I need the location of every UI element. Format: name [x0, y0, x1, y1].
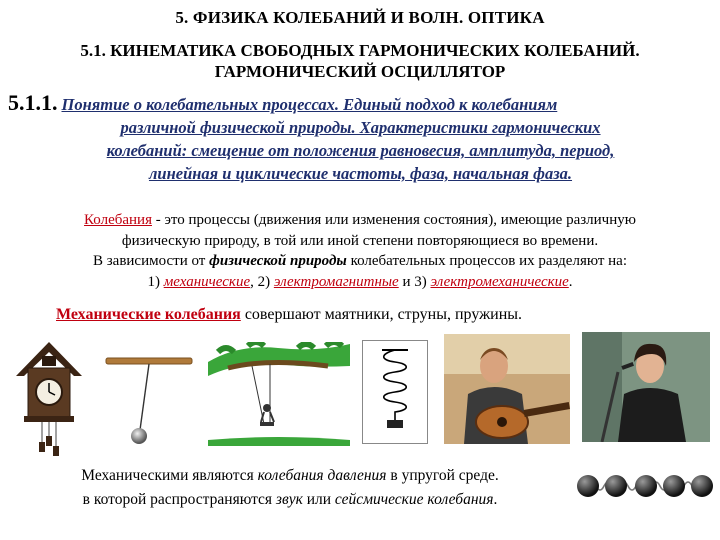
bottom-line2-before: в которой распространяются — [82, 491, 276, 508]
subsection-title-line1: 5.1. КИНЕМАТИКА СВОБОДНЫХ ГАРМОНИЧЕСКИХ КОЛЕБАНИЙ. — [80, 41, 640, 60]
definition-term: Колебания — [84, 212, 152, 228]
topic-title-line1: Понятие о колебательных процессах. Единый подход к колебаниям — [61, 95, 558, 114]
mechanical-term: Механические колебания — [56, 306, 241, 323]
swing-icon — [208, 342, 350, 446]
definition-paragraph — [10, 210, 710, 292]
cuckoo-clock-icon — [14, 338, 84, 458]
mechanical-text: совершают маятники, струны, пружины. — [240, 306, 523, 323]
section-title: 5. ФИЗИКА КОЛЕБАНИЙ И ВОЛН. ОПТИКА — [175, 8, 545, 27]
bottom-line2-after: . — [493, 491, 498, 508]
classification-intro-before: В зависимости от — [92, 253, 210, 269]
spring-icon — [362, 340, 428, 444]
bottom-line1-after: в упругой среде. — [386, 467, 499, 484]
classification-intro-emph: физической природы — [209, 253, 347, 269]
pendulum-icon — [104, 350, 194, 450]
singer-photo — [582, 332, 710, 442]
topic-title-line3: колебаний: смещение от положения равновесия, амплитуда, период, — [106, 141, 615, 160]
classification-type-electromagnetic: электромагнитные — [273, 273, 399, 290]
classification-n2: , 2) — [250, 273, 274, 290]
topic-title-line4: линейная и циклические частоты, фаза, начальная фаза. — [148, 164, 573, 183]
bottom-emph-sound: звук — [275, 491, 303, 508]
definition-text-line1: - это процессы (движения или изменения состояния), имеющие различную — [151, 212, 636, 228]
classification-type-mechanical: механические — [163, 273, 251, 290]
bottom-paragraph — [10, 464, 570, 512]
bottom-line2-mid: или — [302, 491, 335, 508]
topic-heading — [8, 92, 713, 186]
bottom-emph-seismic: сейсмические колебания — [334, 491, 494, 508]
classification-n3: и 3) — [398, 273, 431, 290]
bottom-line1-before: Механическими являются — [81, 467, 258, 484]
classification-end: . — [568, 273, 573, 290]
bottom-emph-pressure: колебания давления — [257, 467, 387, 484]
subsection-title-line2: ГАРМОНИЧЕСКИЙ ОСЦИЛЛЯТОР — [214, 62, 506, 81]
classification-n1: 1) — [147, 273, 164, 290]
topic-number: 5.1.1. — [8, 90, 58, 115]
guitar-player-photo — [444, 334, 570, 444]
classification-type-electromechanical: электромеханические — [430, 273, 569, 290]
topic-title-line2: различной физической природы. Характеристики гармонических — [120, 118, 601, 137]
definition-text-line2: физическую природу, в той или иной степени повторяющиеся во времени. — [121, 232, 599, 249]
classification-intro-after: колебательных процессов их разделяют на: — [346, 253, 628, 269]
subsection-title — [0, 40, 720, 82]
pressure-wave-balls-icon — [574, 460, 714, 516]
mechanical-line — [56, 306, 522, 324]
